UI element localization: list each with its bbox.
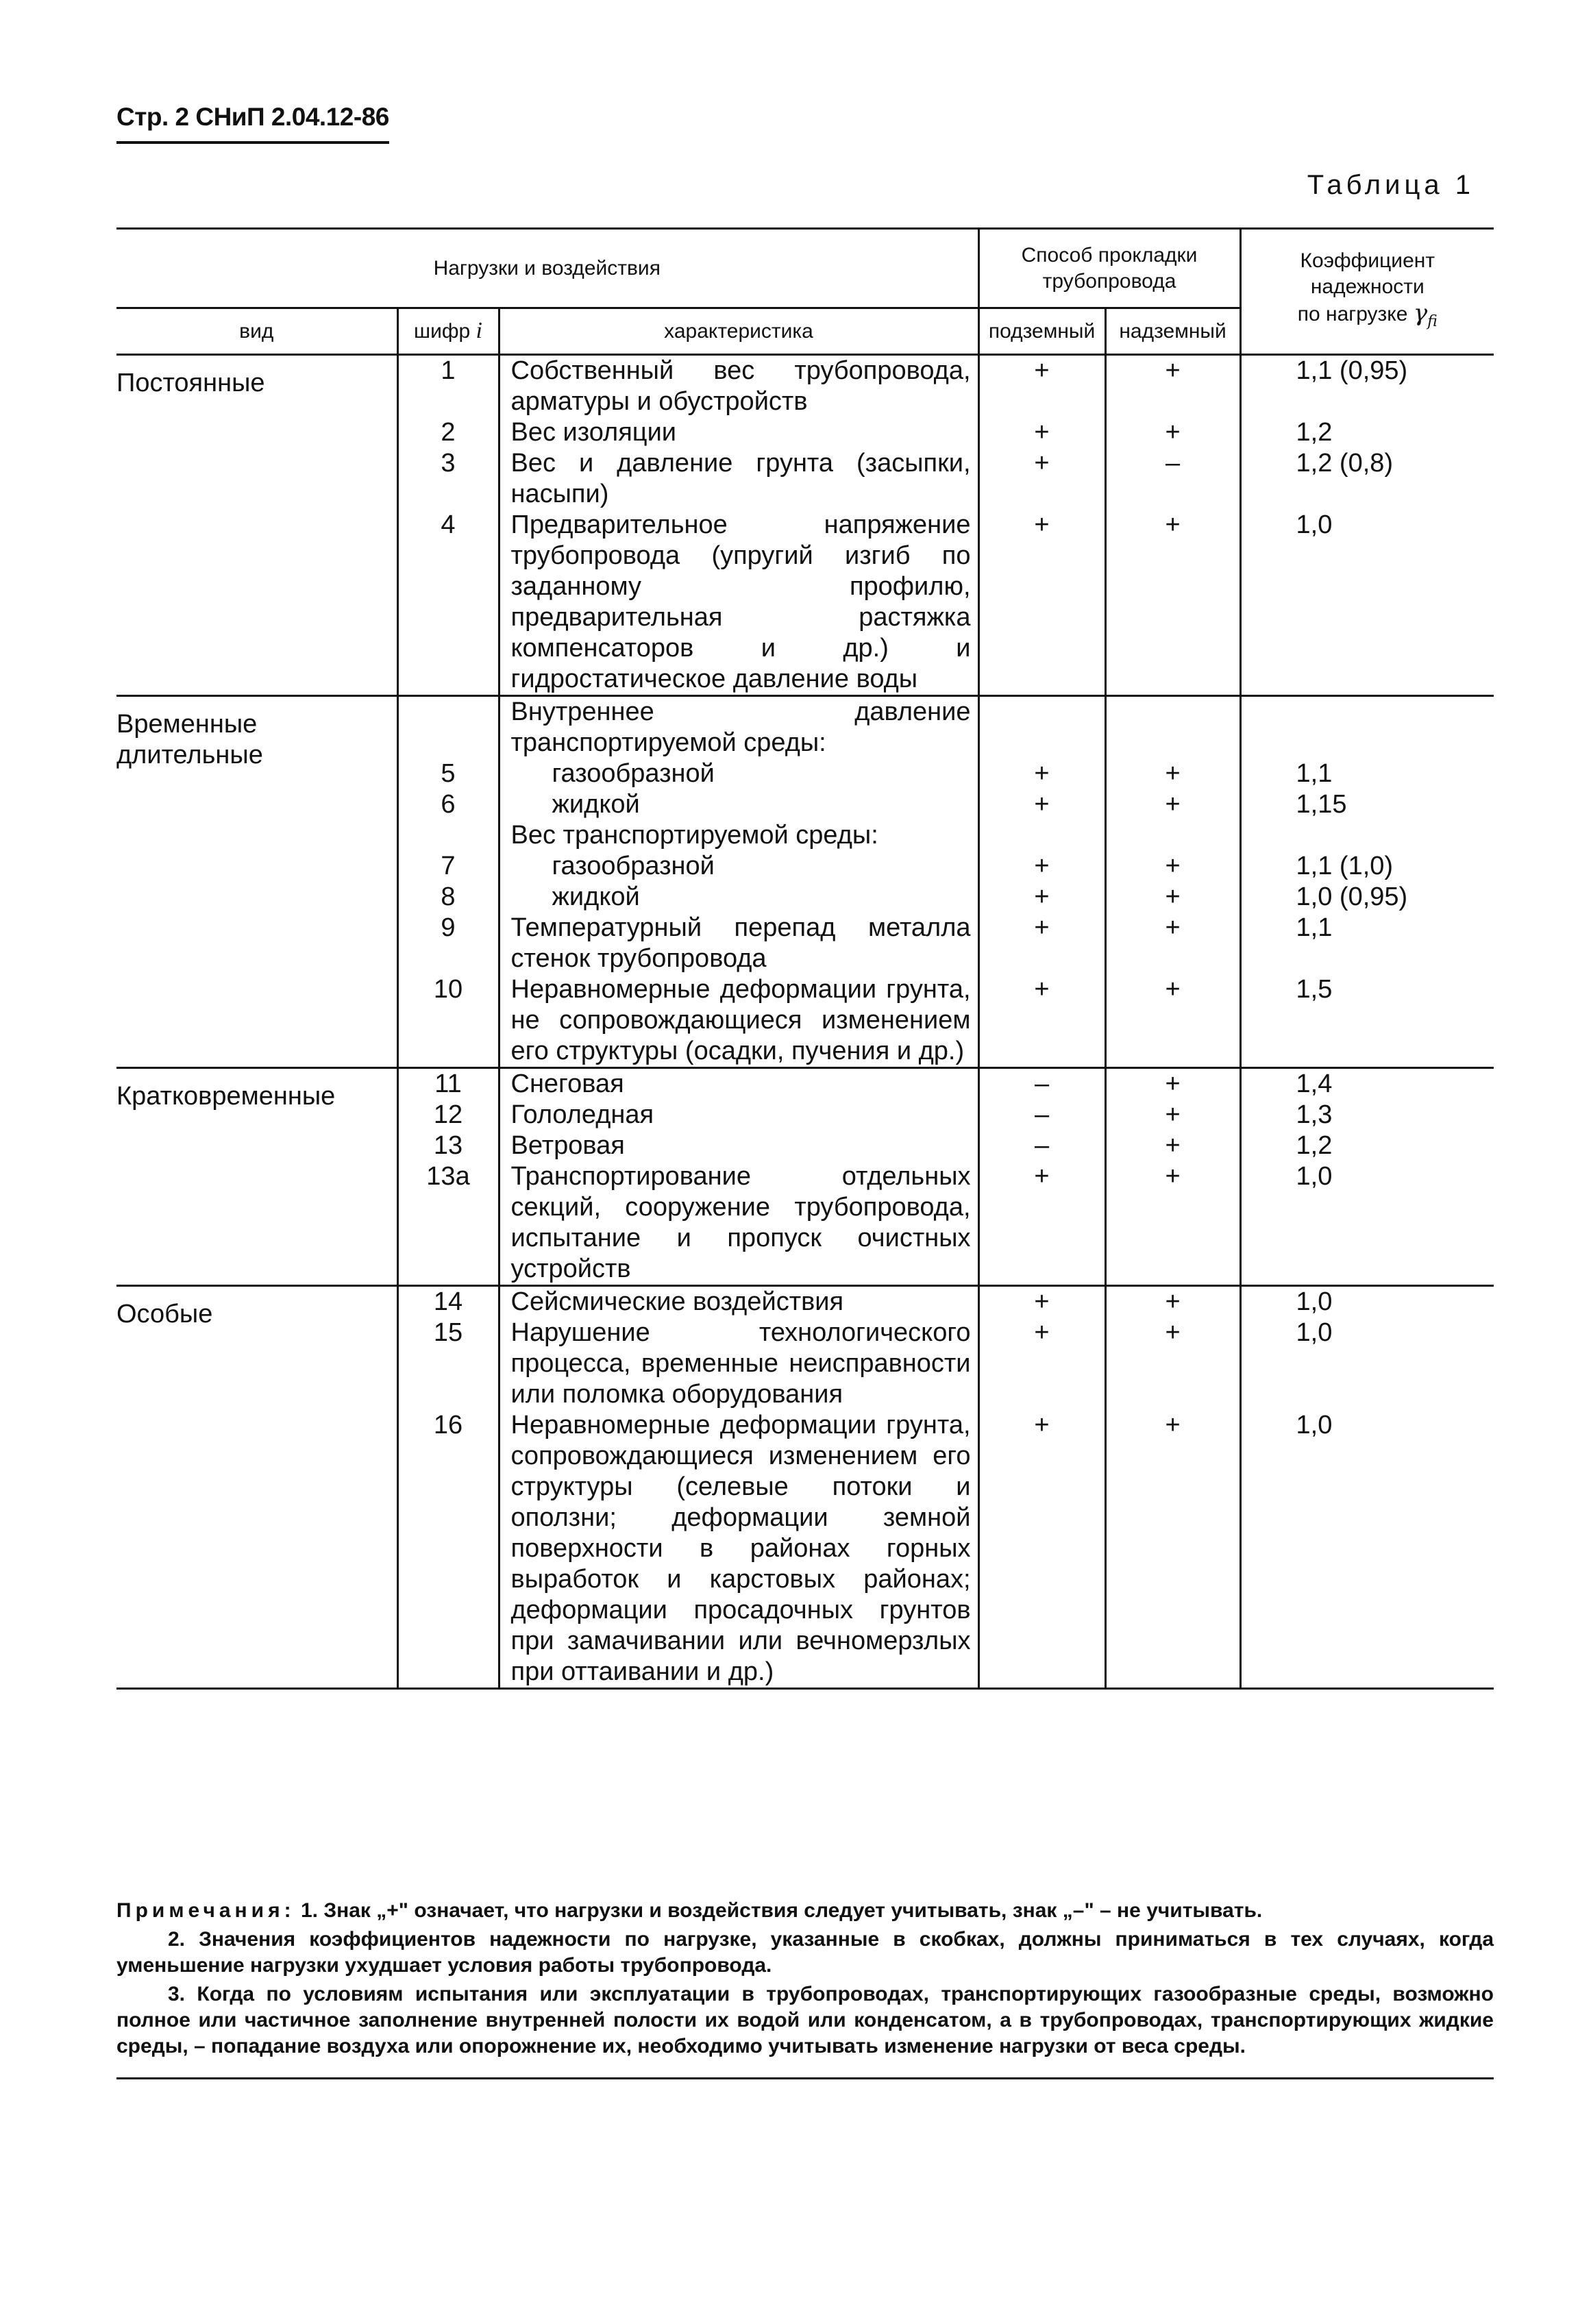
coefficient-cell: 1,0 [1240,510,1494,696]
characteristic-cell: Неравномерные деформации грунта, не сопровождающиеся изменением его структуры (осадки, пучения и др.) [499,974,978,1068]
method-header-line1: Способ прокладки [1021,243,1198,267]
code-cell: 7 [397,851,499,882]
underground-cell: + [978,974,1105,1068]
type-col-header: вид [116,308,397,355]
note-2: 2. Значения коэффициентов надежности по нагрузке, указанные в скобках, должны приниматься в тех случаях, когда уменьшение нагрузки ухудшает условия работы трубопровода. [116,1928,1494,1977]
loads-header [116,229,978,308]
code-cell: 1 [397,355,499,418]
underground-cell: – [978,1068,1105,1100]
code-cell: 13 [397,1130,499,1161]
coefficient-cell: 1,4 [1240,1068,1494,1100]
characteristic-cell: Снеговая [499,1068,978,1100]
page-header: Стр. 2 СНиП 2.04.12-86 [116,103,389,144]
notes-label: Примечания: [116,1899,295,1922]
characteristic-cell: Предварительное напряжение трубопровода (упругий изгиб по заданному профилю, предварительная растяжка компенсаторов и др.) и гидростатическое давление воды [499,510,978,696]
characteristic-cell [499,758,978,789]
code-cell: 13а [397,1161,499,1286]
coefficient-cell: 1,2 (0,8) [1240,448,1494,510]
characteristic-cell [499,851,978,882]
loads-table [116,227,1494,1690]
aboveground-col-header: надземный [1105,308,1240,355]
load-type-label: Постоянные [116,369,265,397]
code-cell: 12 [397,1100,499,1130]
code-cell: 6 [397,789,499,820]
table-row [116,1286,1494,1318]
aboveground-cell: + [1105,789,1240,820]
coef-header-line1: Коэффициент [1300,249,1435,273]
coefficient-cell [1240,820,1494,851]
characteristic-cell: Собственный вес трубопровода, арматуры и обустройств [499,355,978,418]
code-cell: 14 [397,1286,499,1318]
code-cell: 11 [397,1068,499,1100]
coefficient-cell: 1,15 [1240,789,1494,820]
code-cell: 16 [397,1410,499,1689]
coefficient-cell: 1,0 [1240,1410,1494,1689]
underground-cell: + [978,1410,1105,1689]
coef-header-line3: по нагрузке [1297,303,1408,326]
underground-cell: + [978,355,1105,418]
underground-cell: – [978,1100,1105,1130]
code-cell: 15 [397,1318,499,1410]
coefficient-cell: 1,0 (0,95) [1240,882,1494,913]
underground-cell: – [978,1130,1105,1161]
code-col-header [397,308,499,355]
aboveground-cell: + [1105,758,1240,789]
aboveground-cell: + [1105,1161,1240,1286]
underground-cell [978,696,1105,759]
aboveground-cell: + [1105,510,1240,696]
underground-cell: + [978,758,1105,789]
characteristic-cell: Транспортирование отдельных секций, сооружение трубопровода, испытание и пропуск очистных устройств [499,1161,978,1286]
load-type-cell [116,1068,397,1286]
load-type-label: Особые [116,1300,213,1328]
table-row [116,696,1494,759]
underground-cell: + [978,913,1105,974]
load-type-cell [116,696,397,1068]
characteristic-cell: Гололедная [499,1100,978,1130]
coefficient-cell: 1,1 (0,95) [1240,355,1494,418]
characteristic-subitem: газообразной [552,852,715,880]
aboveground-cell: + [1105,417,1240,448]
coefficient-cell: 1,1 [1240,758,1494,789]
underground-cell: + [978,1286,1105,1318]
load-type-label: Кратковременные [116,1082,336,1111]
characteristic-cell: Вес и давление грунта (засыпки, насыпи) [499,448,978,510]
coefficient-cell: 1,5 [1240,974,1494,1068]
code-cell: 8 [397,882,499,913]
aboveground-cell: + [1105,1318,1240,1410]
characteristic-cell: Вес изоляции [499,417,978,448]
characteristic-cell: Сейсмические воздействия [499,1286,978,1318]
coef-header-line2: надежности [1310,275,1424,299]
bottom-rule [116,2077,1494,2079]
characteristic-subitem: жидкой [552,882,640,911]
underground-cell: + [978,417,1105,448]
coefficient-cell: 1,0 [1240,1318,1494,1410]
table-row [116,1068,1494,1100]
table-row [116,355,1494,418]
code-cell: 4 [397,510,499,696]
load-type-cell [116,355,397,696]
code-cell [397,820,499,851]
table-title: Таблица 1 [1307,170,1475,200]
header-row-top [116,229,1494,308]
coefficient-cell: 1,0 [1240,1286,1494,1318]
underground-cell: + [978,1161,1105,1286]
code-cell: 10 [397,974,499,1068]
method-header [978,229,1240,308]
code-cell: 9 [397,913,499,974]
aboveground-cell: + [1105,1286,1240,1318]
coefficient-cell: 1,3 [1240,1100,1494,1130]
method-header-line2: трубопровода [1042,269,1176,293]
aboveground-cell: + [1105,1410,1240,1689]
coefficient-cell: 1,2 [1240,1130,1494,1161]
aboveground-cell: + [1105,882,1240,913]
coefficient-cell: 1,2 [1240,417,1494,448]
coefficient-cell: 1,1 [1240,913,1494,974]
code-cell [397,696,499,759]
underground-cell: + [978,510,1105,696]
aboveground-cell: + [1105,1100,1240,1130]
gamma-symbol [1413,299,1438,330]
table-body [116,355,1494,1689]
characteristic-cell: Вес транспортируемой среды: [499,820,978,851]
coef-header [1240,229,1494,355]
characteristic-cell: Ветровая [499,1130,978,1161]
code-cell: 5 [397,758,499,789]
coefficient-cell [1240,696,1494,759]
notes-block [116,1898,1494,2062]
underground-cell: + [978,789,1105,820]
characteristic-subitem: жидкой [552,790,640,819]
table-header [116,229,1494,355]
aboveground-cell [1105,820,1240,851]
characteristic-cell [499,789,978,820]
code-cell: 2 [397,417,499,448]
note-1 [116,1898,1494,1924]
coefficient-cell: 1,1 (1,0) [1240,851,1494,882]
aboveground-cell: + [1105,913,1240,974]
aboveground-cell: + [1105,1130,1240,1161]
aboveground-cell: + [1105,1068,1240,1100]
characteristic-cell: Неравномерные деформации грунта, сопровождающиеся изменением его структуры (селевые потоки и оползни; деформации земной поверхности в районах горных выработок и карстовых районах; деформации просадочных грунтов при замачивании или вечномерзлых при оттаивании и др.) [499,1410,978,1689]
note-1-text: 1. Знак „+" означает, что нагрузки и воздействия следует учитывать, знак „–" – не учитывать. [300,1899,1263,1922]
underground-cell: + [978,882,1105,913]
characteristic-cell: Нарушение технологического процесса, временные неисправности или поломка оборудования [499,1318,978,1410]
coefficient-cell: 1,0 [1240,1161,1494,1286]
aboveground-cell: – [1105,448,1240,510]
code-col-var: i [476,318,482,343]
characteristic-cell: Внутреннее давление транспортируемой среды: [499,696,978,759]
note-3: 3. Когда по условиям испытания или эксплуатации в трубопроводах, транспортирующих газообразные среды, возможно полное или частичное заполнение внутренней полости их водой или конденсатом, а в трубопроводах, транспортирующих жидкие среды, – попадание воздуха или опорожнение их, необходимо учитывать изменение нагрузки от веса среды. [116,1983,1494,2057]
aboveground-cell [1105,696,1240,759]
aboveground-cell: + [1105,974,1240,1068]
gamma-subscript: fi [1427,312,1438,330]
characteristic-cell: Температурный перепад металла стенок трубопровода [499,913,978,974]
underground-cell [978,820,1105,851]
underground-cell: + [978,1318,1105,1410]
underground-cell: + [978,448,1105,510]
underground-cell: + [978,851,1105,882]
gamma-letter: γ [1413,299,1428,327]
load-type-cell [116,1286,397,1689]
underground-col-header: подземный [978,308,1105,355]
loads-header-text: Нагрузки и воздействия [433,256,661,280]
aboveground-cell: + [1105,851,1240,882]
aboveground-cell: + [1105,355,1240,418]
characteristic-col-header: характеристика [499,308,978,355]
code-cell: 3 [397,448,499,510]
load-type-label: Временные длительные [116,710,263,769]
characteristic-cell [499,882,978,913]
characteristic-subitem: газообразной [552,759,715,788]
code-col-label: шифр [414,320,471,343]
